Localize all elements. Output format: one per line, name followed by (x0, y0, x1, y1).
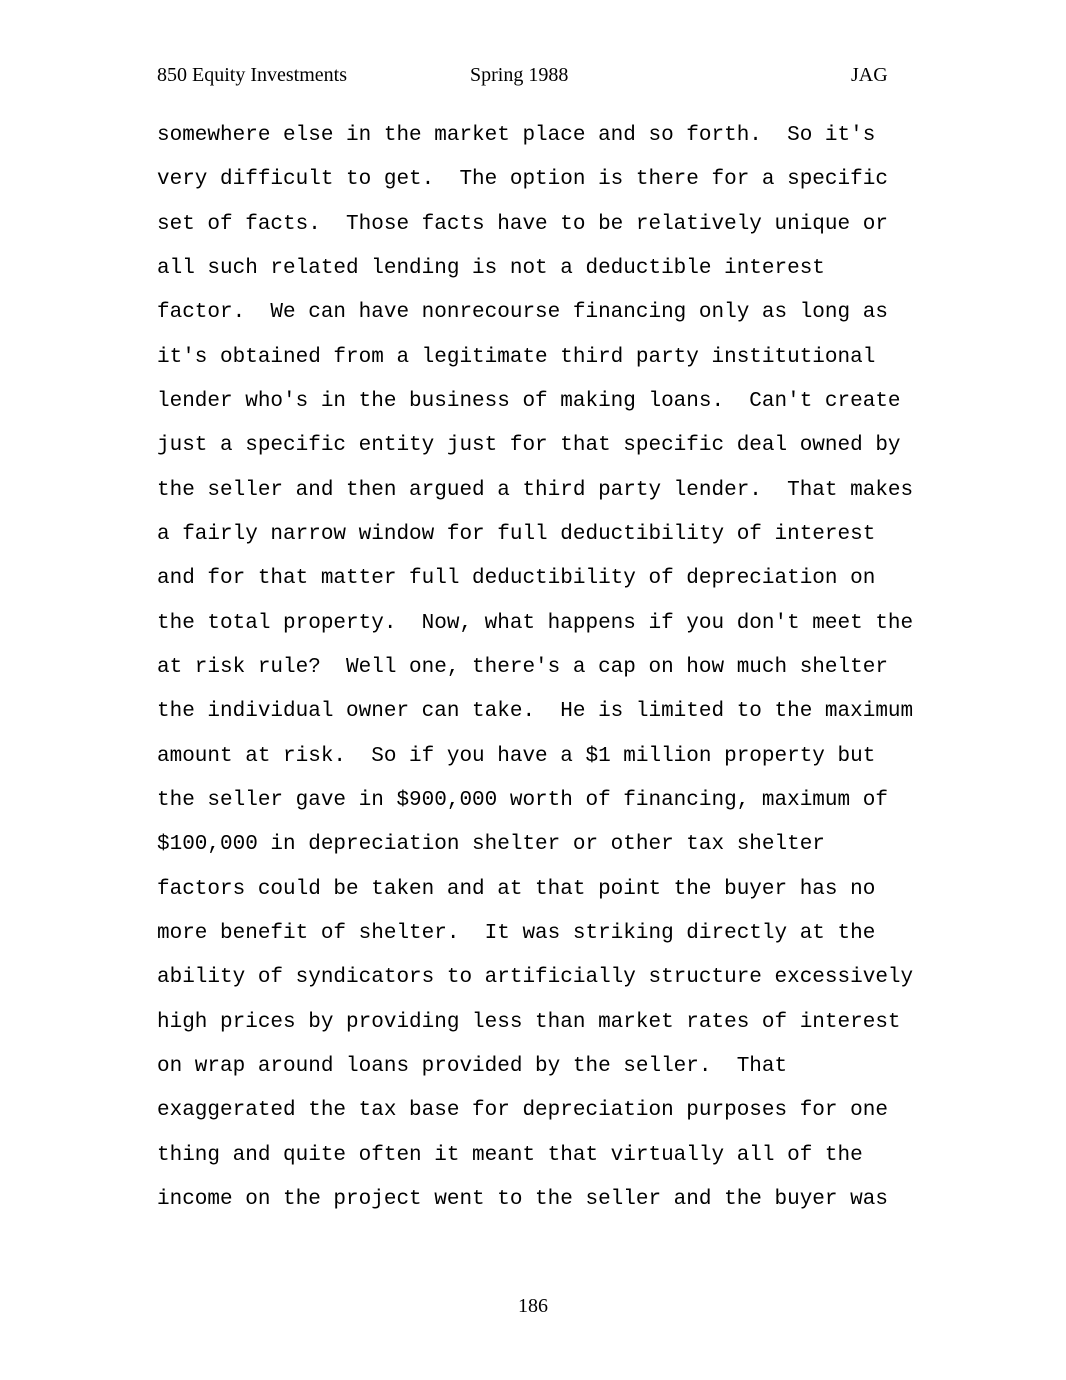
text-line: on wrap around loans provided by the seller. That (157, 1055, 788, 1078)
text-line: $100,000 in depreciation shelter or other tax shelter (157, 833, 825, 856)
course-title: 850 Equity Investments (157, 64, 347, 86)
text-line: thing and quite often it meant that virtually all of the (157, 1144, 863, 1167)
text-line: lender who's in the business of making loans. Can't create (157, 390, 901, 413)
text-line: set of facts. Those facts have to be relatively unique or (157, 213, 888, 236)
text-line: high prices by providing less than market rates of interest (157, 1011, 901, 1034)
page-number: 186 (518, 1295, 548, 1317)
text-line: all such related lending is not a deductible interest (157, 257, 825, 280)
text-line: somewhere else in the market place and so forth. So it's (157, 124, 876, 147)
text-line: income on the project went to the seller and the buyer was (157, 1188, 888, 1211)
term-label: Spring 1988 (470, 64, 569, 86)
text-line: the individual owner can take. He is limited to the maximum (157, 700, 914, 723)
text-line: just a specific entity just for that specific deal owned by (157, 434, 901, 457)
text-line: factor. We can have nonrecourse financing only as long as (157, 301, 888, 324)
text-line: a fairly narrow window for full deductibility of interest (157, 523, 876, 546)
text-line: more benefit of shelter. It was striking directly at the (157, 922, 876, 945)
text-line: exaggerated the tax base for depreciation purposes for one (157, 1099, 888, 1122)
text-line: and for that matter full deductibility of depreciation on (157, 567, 876, 590)
text-line: very difficult to get. The option is there for a specific (157, 168, 888, 191)
text-line: ability of syndicators to artificially structure excessively (157, 966, 914, 989)
text-line: the seller gave in $900,000 worth of financing, maximum of (157, 789, 888, 812)
text-line: it's obtained from a legitimate third party institutional (157, 346, 876, 369)
text-line: factors could be taken and at that point the buyer has no (157, 878, 876, 901)
text-line: the total property. Now, what happens if you don't meet the (157, 612, 914, 635)
text-line: the seller and then argued a third party lender. That makes (157, 479, 914, 502)
text-line: amount at risk. So if you have a $1 million property but (157, 745, 876, 768)
text-line: at risk rule? Well one, there's a cap on how much shelter (157, 656, 888, 679)
author-initials: JAG (851, 64, 888, 86)
